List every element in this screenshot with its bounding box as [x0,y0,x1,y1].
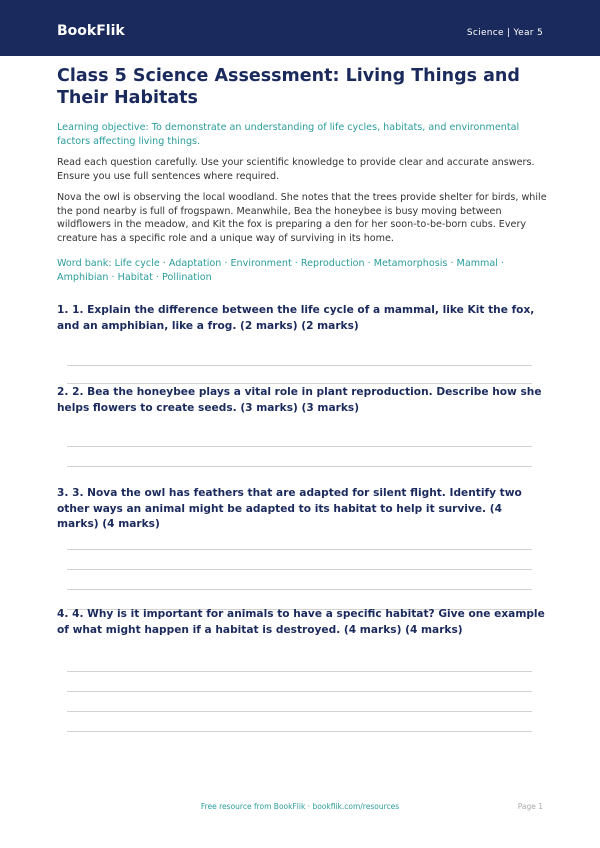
subject-year-label: Science | Year 5 [466,28,543,38]
word-bank: Word bank: Life cycle · Adaptation · Environment · Reproduction · Metamorphosis · Mammal · Amphibian · Habitat · Pollination [57,258,505,283]
footer-text: Free resource from BookFlik · bookflik.com/resources [200,802,400,811]
answer-line[interactable] [67,466,532,467]
page-title: Class 5 Science Assessment: Living Things and Their Habitats [57,66,520,108]
answer-line[interactable] [67,365,532,366]
answer-line[interactable] [67,731,532,732]
brand-logo-text: BookFlik [57,23,125,39]
question-1: 1. 1. Explain the difference between the life cycle of a mammal, like Kit the fox, and an amphibian, like a frog. (2 marks) (2 marks) [57,304,535,332]
question-3: 3. 3. Nova the owl has feathers that are adapted for silent flight. Identify two other ways an animal might be adapted to its habitat to help it survive. (4 marks) (4 marks) [57,487,522,530]
answer-line[interactable] [67,691,532,692]
scenario-text: Nova the owl is observing the local woodland. She notes that the trees provide shelter for birds, while the pond nearby is full of frogspawn. Meanwhile, Bea the honeybee is busy moving between wildflowers in the meadow, and Kit the fox is preparing a den for her soon-to-be-born cubs. Every creature has a specific role and a unique way of surviving in its home. [57,192,547,244]
answer-line[interactable] [67,671,532,672]
answer-line[interactable] [67,549,532,550]
answer-line[interactable] [67,711,532,712]
answer-line[interactable] [67,589,532,590]
question-2: 2. 2. Bea the honeybee plays a vital role in plant reproduction. Describe how she helps flowers to create seeds. (3 marks) (3 marks) [57,386,542,414]
learning-objective: Learning objective: To demonstrate an understanding of life cycles, habitats, and environmental factors affecting living things. [57,122,520,147]
page-number: Page 1 [517,802,543,811]
question-4: 4. 4. Why is it important for animals to have a specific habitat? Give one example of what might happen if a habitat is destroyed. (4 marks) (4 marks) [57,608,545,636]
answer-line[interactable] [67,569,532,570]
answer-line[interactable] [67,383,532,384]
instructions-text: Read each question carefully. Use your scientific knowledge to provide clear and accurate answers. Ensure you use full sentences where required. [57,157,535,182]
answer-line[interactable] [67,446,532,447]
page-header [0,0,600,56]
